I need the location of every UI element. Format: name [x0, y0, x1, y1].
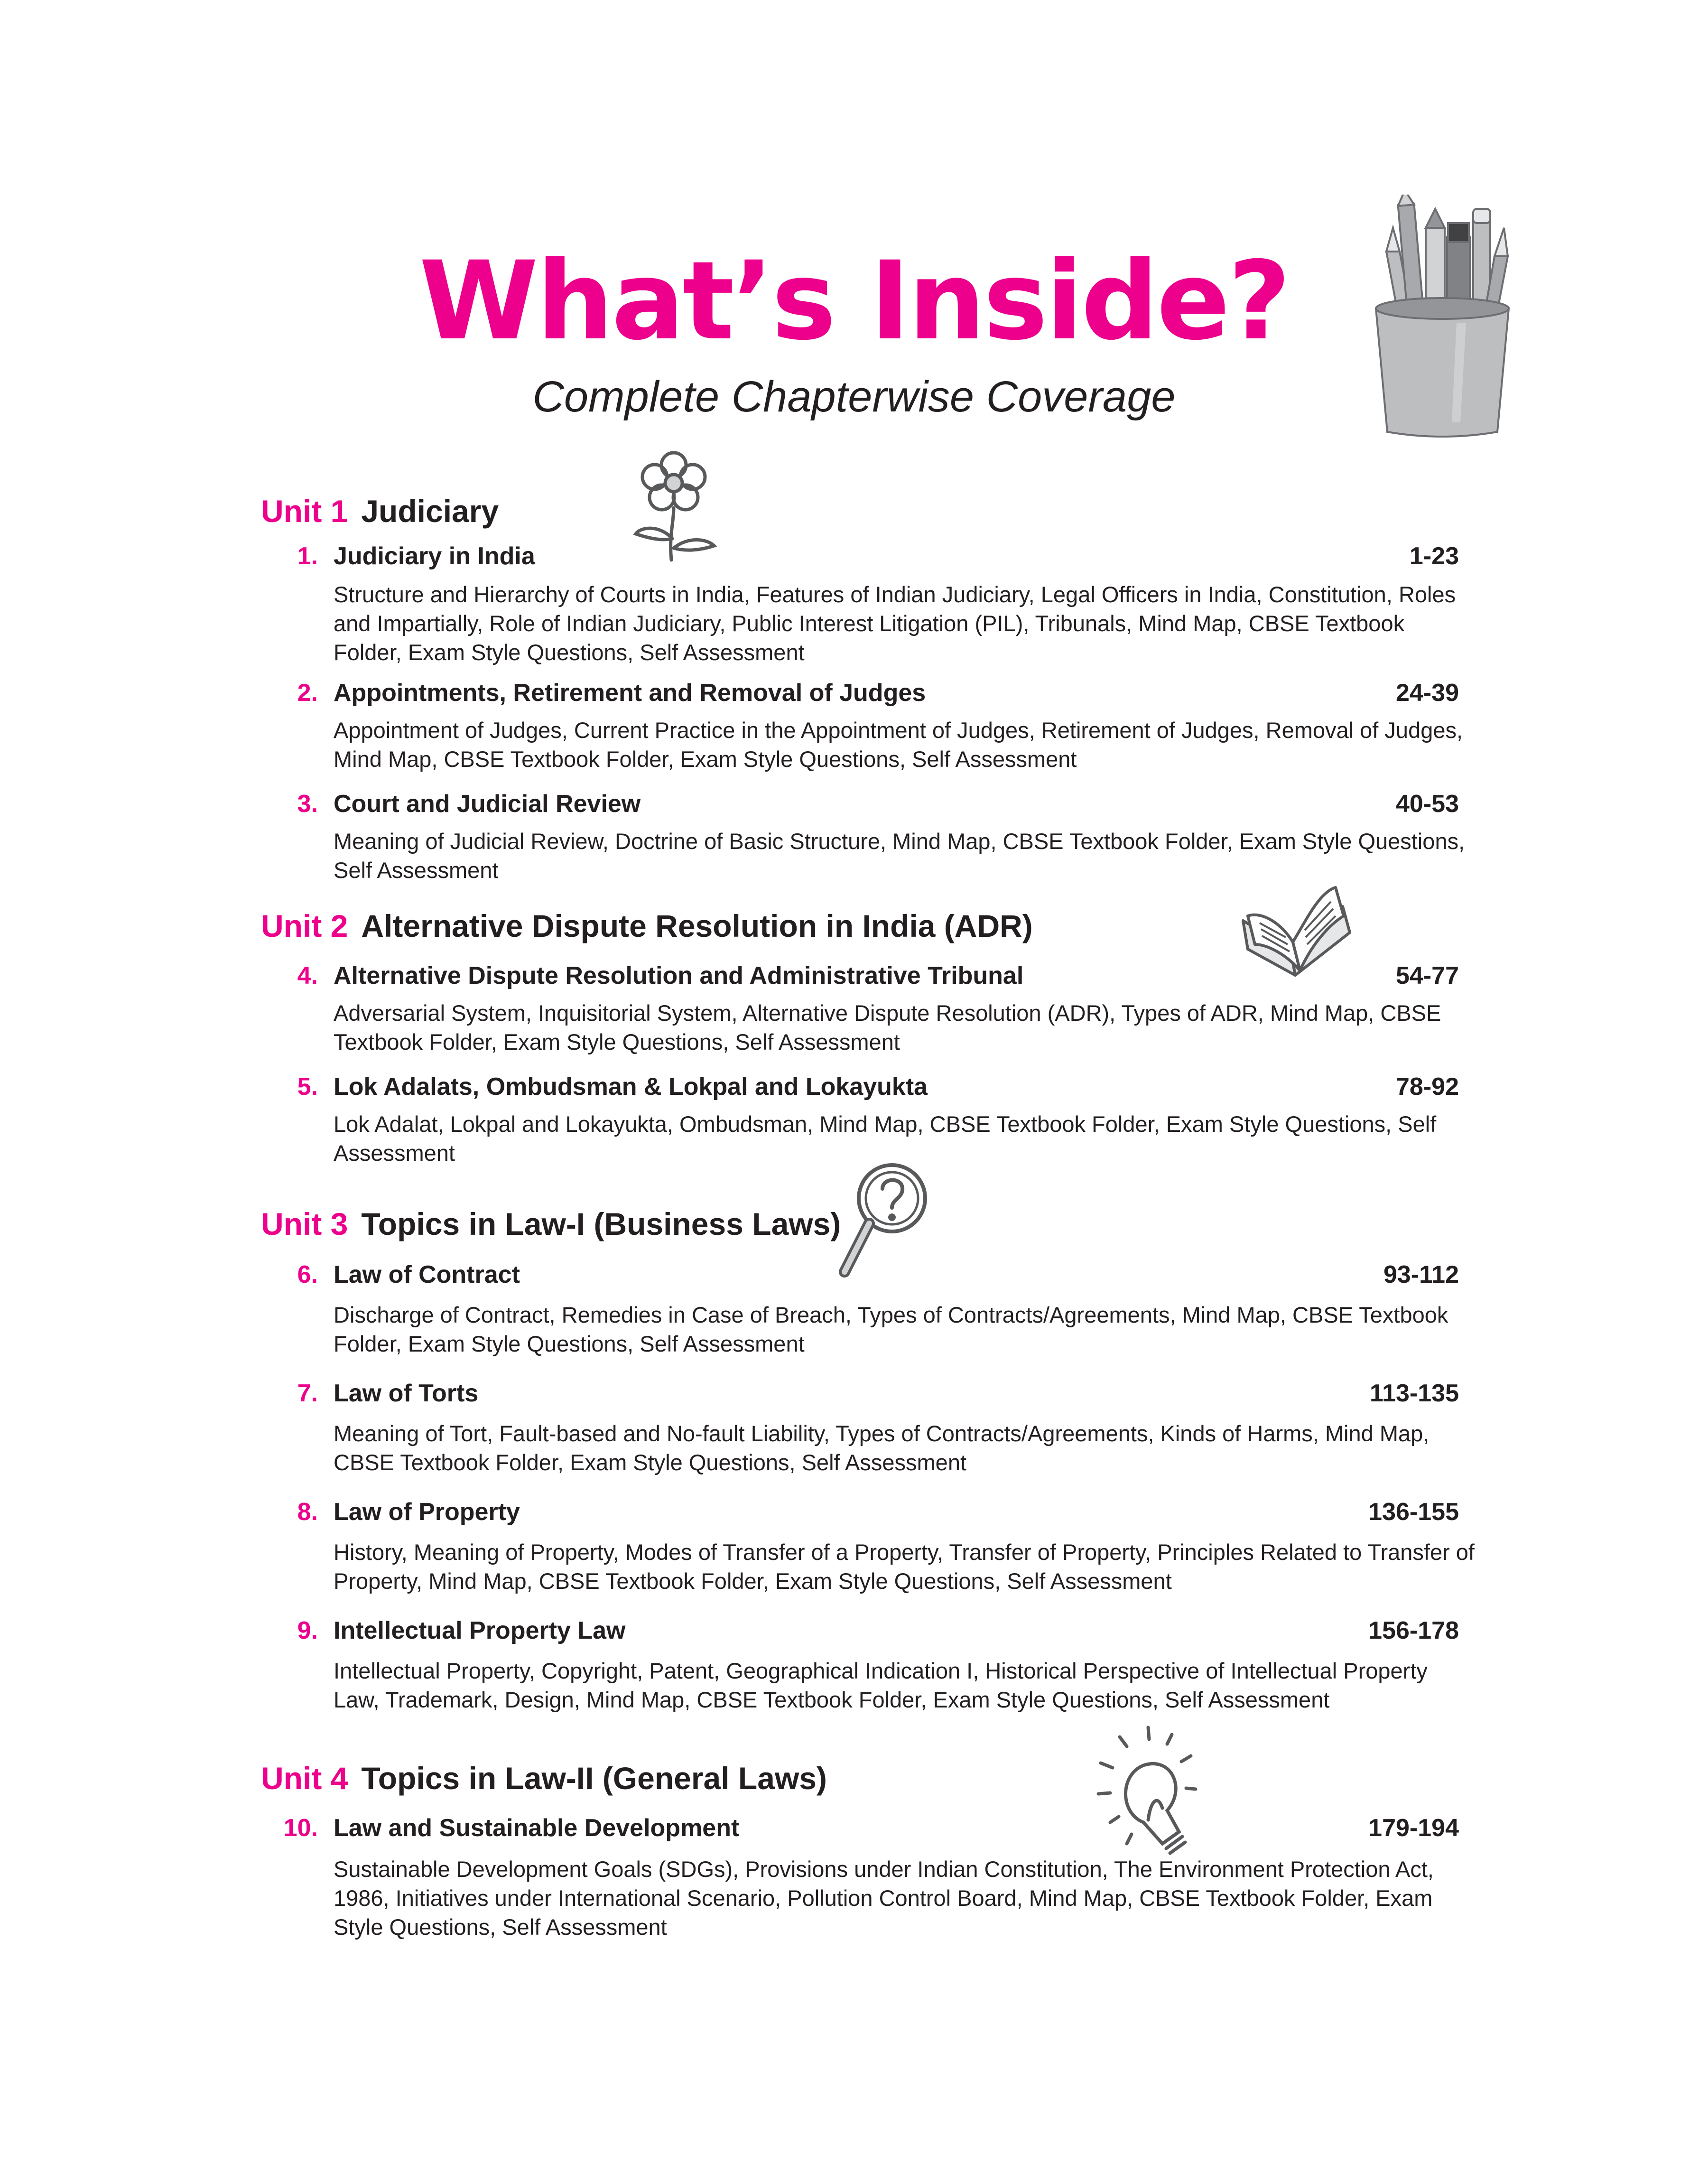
chapter-topics: Intellectual Property, Copyright, Patent, Geographical Indication I, Historical Perspective of Intellectual Property Law, Trademark, Design, Mind Map, CBSE Textbook Folder, Exam Style Questions, Self Assessment [334, 1658, 1428, 1712]
chapter-pages: 136-155 [1368, 1498, 1459, 1526]
chapter-title[interactable]: Court and Judicial Review [334, 790, 641, 818]
chapter-topics: Adversarial System, Inquisitorial System, Alternative Dispute Resolution (ADR), Types of ADR, Mind Map, CBSE Textbook Folder, Exam Style Questions, Self Assessment [334, 1000, 1441, 1054]
chapter-title[interactable]: Law of Contract [334, 1261, 520, 1288]
chapter-title[interactable]: Alternative Dispute Resolution and Administrative Tribunal [334, 962, 1024, 989]
lightbulb-icon [1091, 1718, 1234, 1870]
page-subtitle: Complete Chapterwise Coverage [532, 373, 1176, 421]
unit-label: Unit 1 [261, 494, 348, 529]
chapter-entry[interactable] [0, 961, 1708, 991]
unit-name: Alternative Dispute Resolution in India (ADR) [361, 908, 1033, 943]
chapter-title[interactable]: Judiciary in India [334, 542, 535, 570]
chapter-entry[interactable] [0, 789, 1708, 819]
chapter-topics: Discharge of Contract, Remedies in Case of Breach, Types of Contracts/Agreements, Mind Map, CBSE Textbook Folder, Exam Style Questions, Self Assessment [334, 1302, 1448, 1356]
unit-label: Unit 2 [261, 908, 348, 943]
chapter-number: 6. [297, 1261, 318, 1288]
chapter-title[interactable]: Law and Sustainable Development [334, 1814, 740, 1842]
chapter-pages: 54-77 [1396, 962, 1459, 989]
chapter-pages: 113-135 [1370, 1380, 1459, 1407]
chapter-topics: Meaning of Judicial Review, Doctrine of Basic Structure, Mind Map, CBSE Textbook Folder, Exam Style Questions, Self Assessment [334, 829, 1465, 883]
chapter-topics: Meaning of Tort, Fault-based and No-fault Liability, Types of Contracts/Agreements, Kinds of Harms, Mind Map, CBSE Textbook Folder, Exam Style Questions, Self Assessment [334, 1421, 1430, 1475]
chapter-entry[interactable] [0, 1615, 1708, 1646]
chapter-entry[interactable] [0, 1813, 1708, 1843]
chapter-title[interactable]: Appointments, Retirement and Removal of Judges [334, 679, 926, 707]
chapter-pages: 24-39 [1396, 679, 1459, 707]
unit-heading [261, 1763, 827, 1794]
chapter-pages: 1-23 [1409, 542, 1459, 570]
chapter-entry[interactable] [0, 1497, 1708, 1527]
chapter-number: 10. [283, 1814, 318, 1842]
chapter-topics: History, Meaning of Property, Modes of Transfer of a Property, Transfer of Property, Principles Related to Transfer of Property, Mind Map, CBSE Textbook Folder, Exam Style Questions, Self Assessment [334, 1539, 1475, 1594]
chapter-pages: 156-178 [1368, 1617, 1459, 1644]
chapter-title[interactable]: Lok Adalats, Ombudsman & Lokpal and Lokayukta [334, 1073, 928, 1101]
unit-name: Topics in Law-II (General Laws) [361, 1761, 827, 1796]
unit-heading [261, 910, 1033, 942]
chapter-number: 8. [297, 1498, 318, 1526]
chapter-topics: Structure and Hierarchy of Courts in India, Features of Indian Judiciary, Legal Officers in India, Constitution, Roles and Impartially, Role of Indian Judiciary, Public Interest Litigation (PIL), Tribunals, Mind Map, CBSE Textbook Folder, Exam Style Questions, Self Assessment [334, 582, 1456, 665]
chapter-entry[interactable] [0, 1378, 1708, 1409]
chapter-number: 2. [297, 679, 318, 707]
unit-name: Topics in Law-I (Business Laws) [361, 1206, 841, 1241]
chapter-entry[interactable] [0, 541, 1708, 571]
chapter-title[interactable]: Law of Torts [334, 1380, 479, 1407]
unit-label: Unit 4 [261, 1761, 348, 1796]
unit-label: Unit 3 [261, 1206, 348, 1241]
chapter-pages: 40-53 [1396, 790, 1459, 818]
chapter-topics: Sustainable Development Goals (SDGs), Provisions under Indian Constitution, The Environment Protection Act, 1986, Initiatives under International Scenario, Pollution Control Board, Mind Map, CBSE Textbook Folder, Exam Style Questions, Self Assessment [334, 1856, 1434, 1940]
chapter-number: 7. [297, 1380, 318, 1407]
page-title: What’s Inside? [419, 238, 1289, 364]
chapter-pages: 93-112 [1383, 1261, 1459, 1288]
chapter-number: 1. [297, 542, 318, 570]
chapter-entry[interactable] [0, 678, 1708, 708]
chapter-number: 9. [297, 1617, 318, 1644]
chapter-entry[interactable] [0, 1259, 1708, 1290]
chapter-number: 5. [297, 1073, 318, 1101]
chapter-topics: Lok Adalat, Lokpal and Lokayukta, Ombudsman, Mind Map, CBSE Textbook Folder, Exam Style Questions, Self Assessment [334, 1111, 1437, 1166]
unit-name: Judiciary [361, 494, 499, 529]
chapter-pages: 179-194 [1368, 1814, 1459, 1842]
unit-heading [261, 495, 499, 527]
chapter-number: 4. [297, 962, 318, 989]
chapter-pages: 78-92 [1396, 1073, 1459, 1101]
chapter-entry[interactable] [0, 1072, 1708, 1102]
chapter-title[interactable]: Law of Property [334, 1498, 520, 1526]
chapter-topics: Appointment of Judges, Current Practice in the Appointment of Judges, Retirement of Judges, Removal of Judges, Mind Map, CBSE Textbook Folder, Exam Style Questions, Self Assessment [334, 718, 1463, 772]
unit-heading [261, 1208, 841, 1240]
chapter-title[interactable]: Intellectual Property Law [334, 1617, 626, 1644]
pencil-cup-icon [1357, 195, 1528, 451]
chapter-number: 3. [297, 790, 318, 818]
